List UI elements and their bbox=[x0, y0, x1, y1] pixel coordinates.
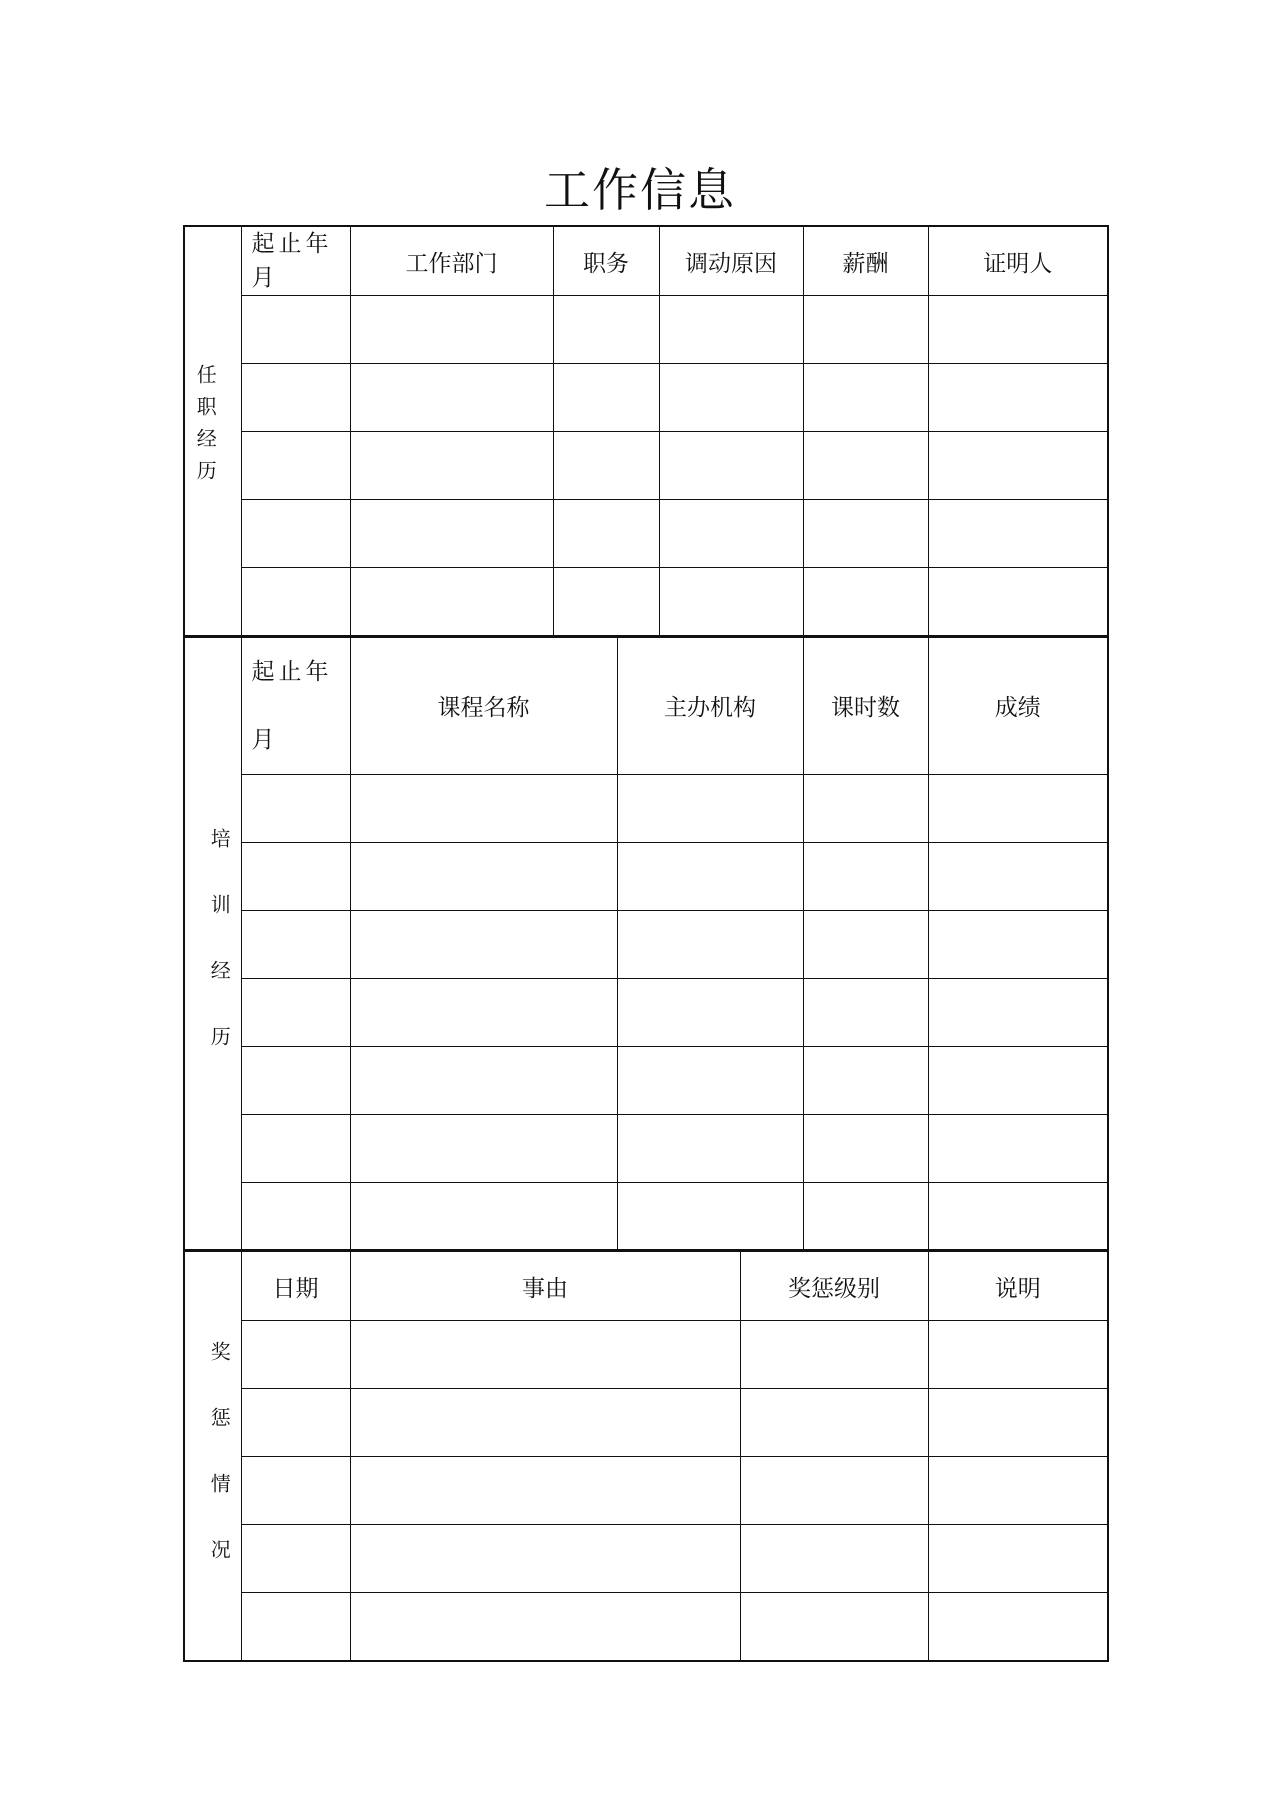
entry-cell[interactable] bbox=[928, 364, 1108, 432]
entry-cell[interactable] bbox=[928, 978, 1108, 1046]
entry-cell[interactable] bbox=[241, 842, 350, 910]
entry-cell[interactable] bbox=[928, 1182, 1108, 1250]
entry-cell[interactable] bbox=[928, 296, 1108, 364]
rewards-penalties-table bbox=[183, 1251, 1109, 1662]
section-label-cell bbox=[184, 1252, 241, 1661]
entry-cell[interactable] bbox=[553, 500, 659, 568]
entry-cell[interactable] bbox=[803, 1114, 928, 1182]
entry-cell[interactable] bbox=[928, 1046, 1108, 1114]
entry-cell[interactable] bbox=[350, 910, 617, 978]
entry-cell[interactable] bbox=[659, 568, 803, 636]
entry-cell[interactable] bbox=[617, 842, 803, 910]
entry-cell[interactable] bbox=[241, 774, 350, 842]
entry-cell[interactable] bbox=[241, 1046, 350, 1114]
table-row bbox=[184, 1389, 1108, 1457]
entry-cell[interactable] bbox=[803, 500, 928, 568]
entry-cell[interactable] bbox=[617, 774, 803, 842]
header-department: 工作部门 bbox=[350, 226, 553, 296]
header-organizer: 主办机构 bbox=[617, 637, 803, 774]
entry-cell[interactable] bbox=[617, 1046, 803, 1114]
header-hours: 课时数 bbox=[803, 637, 928, 774]
entry-cell[interactable] bbox=[803, 1182, 928, 1250]
entry-cell[interactable] bbox=[617, 1182, 803, 1250]
header-score: 成绩 bbox=[928, 637, 1108, 774]
entry-cell[interactable] bbox=[928, 1457, 1108, 1525]
entry-cell[interactable] bbox=[241, 364, 350, 432]
entry-cell[interactable] bbox=[350, 774, 617, 842]
header-row bbox=[184, 637, 1108, 774]
header-row bbox=[184, 226, 1108, 296]
entry-cell[interactable] bbox=[617, 910, 803, 978]
entry-cell[interactable] bbox=[803, 978, 928, 1046]
entry-cell[interactable] bbox=[350, 842, 617, 910]
table-row bbox=[184, 1046, 1108, 1114]
entry-cell[interactable] bbox=[617, 1114, 803, 1182]
entry-cell[interactable] bbox=[928, 842, 1108, 910]
entry-cell[interactable] bbox=[241, 568, 350, 636]
entry-cell[interactable] bbox=[803, 296, 928, 364]
entry-cell[interactable] bbox=[350, 296, 553, 364]
header-reference: 证明人 bbox=[928, 226, 1108, 296]
training-history-table bbox=[183, 637, 1109, 1252]
entry-cell[interactable] bbox=[241, 910, 350, 978]
entry-cell[interactable] bbox=[350, 1046, 617, 1114]
table-row bbox=[184, 978, 1108, 1046]
entry-cell[interactable] bbox=[740, 1389, 928, 1457]
entry-cell[interactable] bbox=[350, 432, 553, 500]
header-salary: 薪酬 bbox=[803, 226, 928, 296]
entry-cell[interactable] bbox=[553, 364, 659, 432]
entry-cell[interactable] bbox=[659, 432, 803, 500]
entry-cell[interactable] bbox=[928, 1593, 1108, 1661]
table-row bbox=[184, 1321, 1108, 1389]
entry-cell[interactable] bbox=[241, 1114, 350, 1182]
section-label-cell bbox=[184, 637, 241, 1250]
entry-cell[interactable] bbox=[617, 978, 803, 1046]
entry-cell[interactable] bbox=[241, 1457, 350, 1525]
section-label: 任职经历 bbox=[193, 363, 218, 492]
entry-cell[interactable] bbox=[928, 432, 1108, 500]
entry-cell[interactable] bbox=[350, 500, 553, 568]
entry-cell[interactable] bbox=[740, 1457, 928, 1525]
entry-cell[interactable] bbox=[928, 500, 1108, 568]
header-row bbox=[184, 1252, 1108, 1321]
table-row bbox=[184, 568, 1108, 636]
entry-cell[interactable] bbox=[350, 1182, 617, 1250]
table-row bbox=[184, 432, 1108, 500]
entry-cell[interactable] bbox=[553, 296, 659, 364]
header-position: 职务 bbox=[553, 226, 659, 296]
entry-cell[interactable] bbox=[350, 1114, 617, 1182]
section-label: 培训经历 bbox=[207, 828, 232, 1093]
header-period: 起止年月 bbox=[241, 226, 350, 296]
entry-cell[interactable] bbox=[350, 1457, 740, 1525]
entry-cell[interactable] bbox=[803, 774, 928, 842]
table-row bbox=[184, 296, 1108, 364]
table-row bbox=[184, 500, 1108, 568]
entry-cell[interactable] bbox=[740, 1321, 928, 1389]
header-date: 日期 bbox=[241, 1252, 350, 1321]
header-period: 起止年月 bbox=[241, 637, 350, 774]
entry-cell[interactable] bbox=[803, 1046, 928, 1114]
entry-cell[interactable] bbox=[241, 1593, 350, 1661]
header-note: 说明 bbox=[928, 1252, 1108, 1321]
entry-cell[interactable] bbox=[241, 1525, 350, 1593]
table-row bbox=[184, 1182, 1108, 1250]
entry-cell[interactable] bbox=[740, 1525, 928, 1593]
entry-cell[interactable] bbox=[928, 568, 1108, 636]
entry-cell[interactable] bbox=[659, 364, 803, 432]
entry-cell[interactable] bbox=[553, 568, 659, 636]
entry-cell[interactable] bbox=[350, 364, 553, 432]
header-transfer-reason: 调动原因 bbox=[659, 226, 803, 296]
entry-cell[interactable] bbox=[803, 568, 928, 636]
table-row bbox=[184, 1114, 1108, 1182]
entry-cell[interactable] bbox=[241, 1182, 350, 1250]
entry-cell[interactable] bbox=[553, 432, 659, 500]
table-row bbox=[184, 364, 1108, 432]
entry-cell[interactable] bbox=[928, 1114, 1108, 1182]
header-reason: 事由 bbox=[350, 1252, 740, 1321]
entry-cell[interactable] bbox=[803, 432, 928, 500]
entry-cell[interactable] bbox=[740, 1593, 928, 1661]
table-row bbox=[184, 774, 1108, 842]
entry-cell[interactable] bbox=[350, 1389, 740, 1457]
entry-cell[interactable] bbox=[350, 1593, 740, 1661]
entry-cell[interactable] bbox=[928, 1525, 1108, 1593]
entry-cell[interactable] bbox=[241, 1389, 350, 1457]
entry-cell[interactable] bbox=[928, 910, 1108, 978]
entry-cell[interactable] bbox=[241, 432, 350, 500]
entry-cell[interactable] bbox=[803, 364, 928, 432]
table-row bbox=[184, 910, 1108, 978]
section-label-cell bbox=[184, 226, 241, 636]
entry-cell[interactable] bbox=[803, 842, 928, 910]
entry-cell[interactable] bbox=[350, 1525, 740, 1593]
entry-cell[interactable] bbox=[241, 500, 350, 568]
employment-history-table bbox=[183, 225, 1109, 637]
entry-cell[interactable] bbox=[928, 774, 1108, 842]
entry-cell[interactable] bbox=[928, 1389, 1108, 1457]
entry-cell[interactable] bbox=[659, 296, 803, 364]
entry-cell[interactable] bbox=[928, 1321, 1108, 1389]
entry-cell[interactable] bbox=[659, 500, 803, 568]
entry-cell[interactable] bbox=[350, 978, 617, 1046]
table-row bbox=[184, 1593, 1108, 1661]
entry-cell[interactable] bbox=[350, 568, 553, 636]
entry-cell[interactable] bbox=[241, 978, 350, 1046]
header-level: 奖惩级别 bbox=[740, 1252, 928, 1321]
table-row bbox=[184, 842, 1108, 910]
entry-cell[interactable] bbox=[241, 296, 350, 364]
table-row bbox=[184, 1457, 1108, 1525]
entry-cell[interactable] bbox=[803, 910, 928, 978]
entry-cell[interactable] bbox=[241, 1321, 350, 1389]
entry-cell[interactable] bbox=[350, 1321, 740, 1389]
section-label: 奖惩情况 bbox=[207, 1340, 232, 1605]
work-info-form bbox=[183, 225, 1107, 1662]
header-course-name: 课程名称 bbox=[350, 637, 617, 774]
page-title: 工作信息 bbox=[544, 163, 736, 217]
table-row bbox=[184, 1525, 1108, 1593]
